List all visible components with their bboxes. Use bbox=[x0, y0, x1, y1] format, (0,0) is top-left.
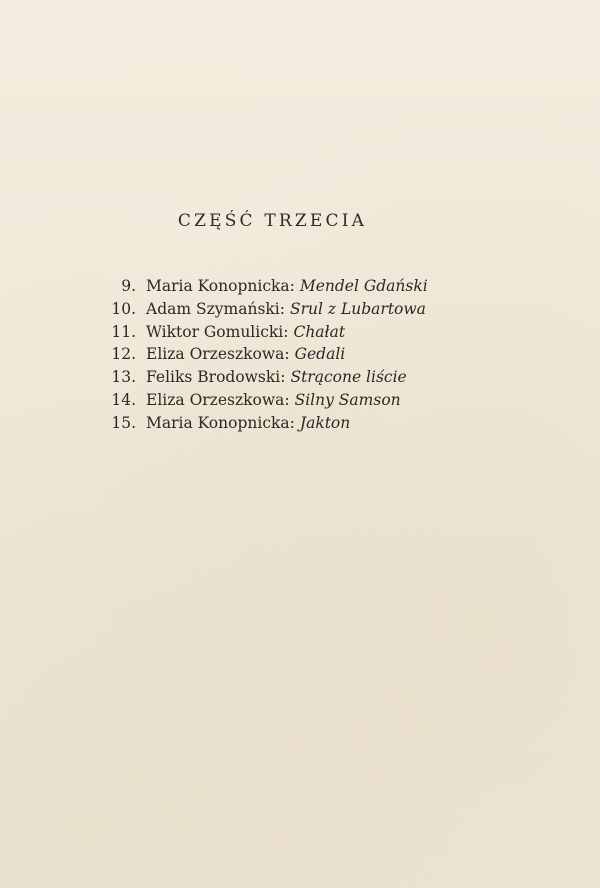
entry-number: 12. bbox=[111, 345, 136, 364]
entry-number: 13. bbox=[111, 368, 136, 387]
contents-entry bbox=[95, 277, 428, 300]
entry-author: Feliks Brodowski: bbox=[146, 368, 286, 387]
contents-entry bbox=[95, 391, 428, 414]
entry-title: Chałat bbox=[293, 322, 346, 341]
entry-title: Jakton bbox=[299, 413, 351, 432]
entry-author: Wiktor Gomulicki: bbox=[146, 322, 289, 341]
contents-entry bbox=[95, 323, 428, 346]
contents-list bbox=[95, 277, 428, 437]
entry-author: Eliza Orzeszkowa: bbox=[146, 345, 290, 364]
entry-title: Silny Samson bbox=[294, 390, 401, 409]
contents-entry bbox=[95, 345, 428, 368]
contents-entry bbox=[95, 414, 428, 437]
entry-author: Adam Szymański: bbox=[146, 299, 285, 318]
entry-author: Eliza Orzeszkowa: bbox=[146, 390, 290, 409]
entry-title: Mendel Gdański bbox=[299, 277, 428, 295]
entry-number: 14. bbox=[111, 390, 136, 409]
part-heading: CZĘŚĆ TRZECIA bbox=[177, 211, 368, 231]
contents-entry bbox=[95, 368, 428, 391]
entry-title: Gedali bbox=[294, 345, 346, 364]
entry-author: Maria Konopnicka: bbox=[146, 277, 295, 295]
entry-author: Maria Konopnicka: bbox=[146, 413, 295, 432]
entry-number: 11. bbox=[111, 322, 136, 341]
entry-title: Strącone liście bbox=[290, 368, 407, 387]
contents-entry bbox=[95, 300, 428, 323]
entry-number: 15. bbox=[111, 413, 136, 432]
entry-number: 9. bbox=[121, 277, 136, 295]
entry-number: 10. bbox=[111, 299, 136, 318]
entry-title: Srul z Lubartowa bbox=[289, 299, 426, 318]
